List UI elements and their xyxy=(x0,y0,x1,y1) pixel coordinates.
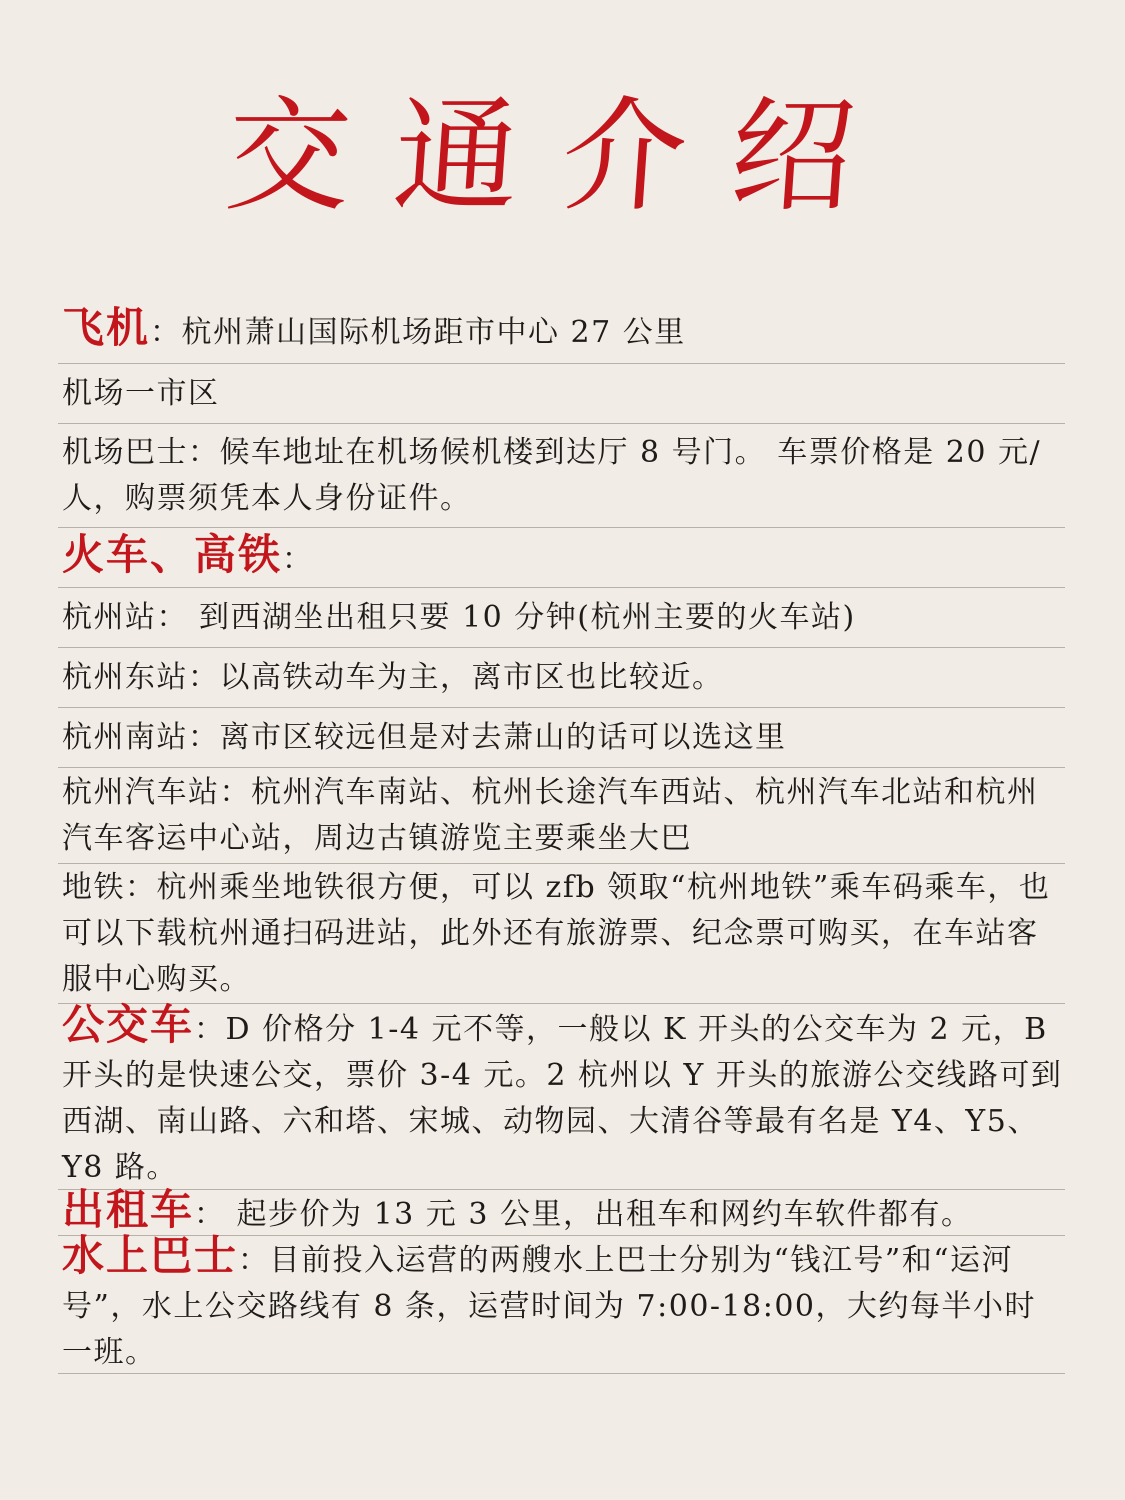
heading-train: 火车、高铁 xyxy=(62,530,283,579)
row-water-bus xyxy=(58,1231,1065,1374)
heading-plane: 飞机 xyxy=(62,303,151,352)
text-train: ： xyxy=(282,542,314,577)
row-airport-city xyxy=(58,364,1065,424)
row-bus-station xyxy=(58,768,1065,864)
text-taxi: ： 起步价为 13 元 3 公里，出租车和网约车软件都有。 xyxy=(194,1197,973,1232)
row-hangzhou-station xyxy=(58,588,1065,648)
row-hangzhou-south xyxy=(58,708,1065,768)
text-metro: 地铁：杭州乘坐地铁很方便，可以 zfb 领取“杭州地铁”乘车码乘车，也可以下载杭州通扫码进站，此外还有旅游票、纪念票可购买，在车站客服中心购买。 xyxy=(62,869,1051,997)
text-hangzhou-south: 杭州南站：离市区较远但是对去萧山的话可以选这里 xyxy=(62,719,787,755)
content xyxy=(58,298,1065,1374)
page-title: 交通介绍 xyxy=(221,85,904,229)
text-bus: ：D 价格分 1-4 元不等，一般以 K 开头的公交车为 2 元，B 开头的是快速公交，票价 3-4 元。2 杭州以 Y 开头的旅游公交线路可到西湖、南山路、六和塔、宋城、动物园、大清谷等最有名是 Y4、Y5、Y8 路。 xyxy=(62,1012,1063,1185)
text-airport-city: 机场一市区 xyxy=(62,375,220,411)
text-airport-bus: 机场巴士：候车地址在机场候机楼到达厅 8 号门。 车票价格是 20 元/人，购票须凭本人身份证件。 xyxy=(62,434,1042,516)
row-taxi xyxy=(58,1185,1065,1236)
row-plane xyxy=(58,298,1065,364)
row-hangzhou-east xyxy=(58,648,1065,708)
heading-taxi: 出租车 xyxy=(62,1185,195,1234)
text-plane: ：杭州萧山国际机场距市中心 27 公里 xyxy=(150,315,686,350)
text-hangzhou-east: 杭州东站：以高铁动车为主，离市区也比较近。 xyxy=(62,659,724,695)
row-metro xyxy=(58,864,1065,1004)
row-bus xyxy=(58,1000,1065,1190)
heading-water-bus: 水上巴士 xyxy=(62,1231,239,1280)
text-bus-station: 杭州汽车站：杭州汽车南站、杭州长途汽车西站、杭州汽车北站和杭州汽车客运中心站，周边古镇游览主要乘坐大巴 xyxy=(62,774,1039,856)
row-airport-bus xyxy=(58,424,1065,528)
text-hangzhou-station: 杭州站： 到西湖坐出租只要 10 分钟(杭州主要的火车站) xyxy=(62,599,856,635)
text-water-bus: ：目前投入运营的两艘水上巴士分别为“钱江号”和“运河号”，水上公交路线有 8 条，运营时间为 7:00-18:00，大约每半小时一班。 xyxy=(62,1243,1036,1370)
heading-bus: 公交车 xyxy=(62,1000,195,1049)
row-train xyxy=(58,528,1065,588)
